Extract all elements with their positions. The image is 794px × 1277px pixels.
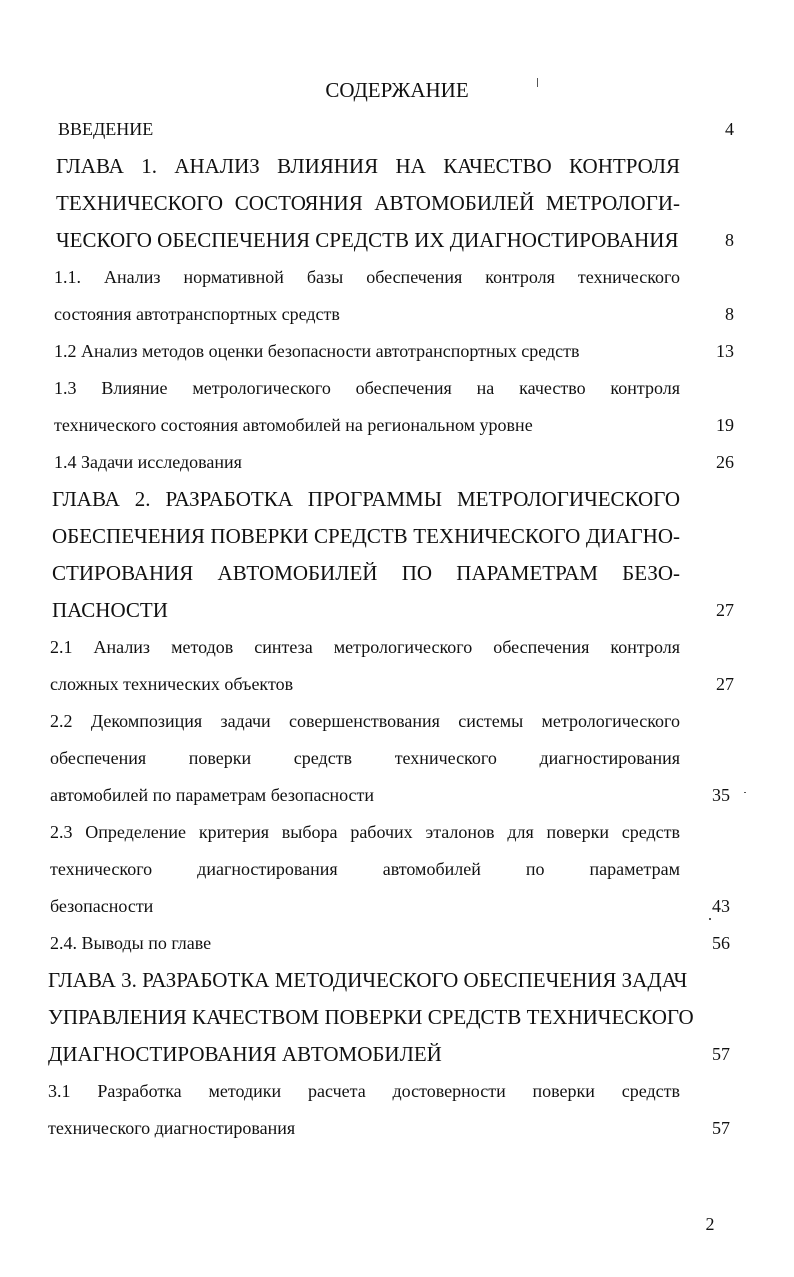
toc-page: 8 — [725, 304, 734, 324]
toc-line: ТЕХНИЧЕСКОГО СОСТОЯНИЯ АВТОМОБИЛЕЙ МЕТРОЛОГИ- — [56, 191, 680, 215]
toc-text: ДИАГНОСТИРОВАНИЯ АВТОМОБИЛЕЙ — [48, 1042, 442, 1066]
toc-page: 57 — [712, 1118, 730, 1138]
toc-text: сложных технических объектов — [50, 674, 294, 694]
toc-entry-chapter-2 — [46, 481, 736, 629]
toc-line — [46, 1036, 736, 1073]
toc-text: ПАСНОСТИ — [52, 598, 168, 622]
toc-entry-2-3 — [46, 814, 736, 925]
toc-line: 3.1 Разработка методики расчета достоверности поверки средств — [48, 1081, 680, 1101]
toc-entry-2-2 — [46, 703, 736, 814]
toc-text: технического состояния автомобилей на региональном уровне — [54, 415, 533, 435]
toc-entry-1-3 — [46, 370, 736, 444]
toc-page: 8 — [725, 230, 734, 250]
toc-text: 2.4. Выводы по главе — [50, 933, 212, 953]
toc-entry-chapter-1 — [46, 148, 736, 259]
toc-line — [46, 925, 736, 962]
toc-line — [46, 888, 736, 925]
toc-line: СТИРОВАНИЯ АВТОМОБИЛЕЙ ПО ПАРАМЕТРАМ БЕЗО- — [52, 561, 680, 585]
toc-line — [46, 333, 736, 370]
toc-line: ОБЕСПЕЧЕНИЯ ПОВЕРКИ СРЕДСТВ ТЕХНИЧЕСКОГО ДИАГНО- — [52, 524, 680, 548]
scan-speck — [744, 792, 746, 793]
toc-entry-chapter-3 — [46, 962, 736, 1073]
toc-line: ГЛАВА 2. РАЗРАБОТКА ПРОГРАММЫ МЕТРОЛОГИЧЕСКОГО — [52, 487, 680, 511]
toc-entry-1-4 — [46, 444, 736, 481]
toc-entry-2-1 — [46, 629, 736, 703]
toc-entry-3-1 — [46, 1073, 736, 1147]
toc-line — [46, 222, 736, 259]
page-title: СОДЕРЖАНИЕ — [325, 78, 469, 102]
toc-line: ГЛАВА 1. АНАЛИЗ ВЛИЯНИЯ НА КАЧЕСТВО КОНТРОЛЯ — [56, 154, 680, 178]
toc-page: 27 — [716, 600, 734, 620]
toc-line: 2.2 Декомпозиция задачи совершенствования системы метрологического — [50, 711, 680, 731]
toc-entry-1-1 — [46, 259, 736, 333]
toc-text: состояния автотранспортных средств — [54, 304, 340, 324]
toc-entry-1-2 — [46, 333, 736, 370]
toc-text: 1.4 Задачи исследования — [54, 452, 242, 472]
toc-line: 2.3 Определение критерия выбора рабочих эталонов для поверки средств — [50, 822, 680, 842]
toc-line — [46, 1110, 736, 1147]
toc-text: автомобилей по параметрам безопасности — [50, 785, 375, 805]
toc-line — [46, 111, 736, 148]
toc-text: 1.2 Анализ методов оценки безопасности автотранспортных средств — [54, 341, 580, 361]
toc-line — [46, 296, 736, 333]
toc-line: ГЛАВА 3. РАЗРАБОТКА МЕТОДИЧЕСКОГО ОБЕСПЕЧЕНИЯ ЗАДАЧ — [48, 968, 688, 992]
toc-line — [46, 666, 736, 703]
toc-line: 2.1 Анализ методов синтеза метрологического обеспечения контроля — [50, 637, 680, 657]
toc-text: безопасности — [50, 896, 154, 916]
toc-line — [46, 592, 736, 629]
toc-page: 27 — [716, 674, 734, 694]
toc-line: обеспечения поверки средств технического диагностирования — [50, 748, 680, 768]
scan-speck — [709, 918, 711, 920]
toc-page: 35 — [712, 785, 730, 805]
toc-line — [46, 444, 736, 481]
toc-line: технического диагностирования автомобилей по параметрам — [50, 859, 680, 879]
toc-page: 43 — [712, 896, 730, 916]
toc-text: ВВЕДЕНИЕ — [58, 119, 154, 139]
toc-line: 1.1. Анализ нормативной базы обеспечения контроля технического — [54, 267, 680, 287]
toc-line: УПРАВЛЕНИЯ КАЧЕСТВОМ ПОВЕРКИ СРЕДСТВ ТЕХНИЧЕСКОГО — [48, 1005, 694, 1029]
toc-line: 1.3 Влияние метрологического обеспечения на качество контроля — [54, 378, 680, 398]
toc-line — [46, 407, 736, 444]
toc-page: 13 — [716, 341, 734, 361]
toc-line — [46, 777, 736, 814]
toc-entry-intro — [46, 111, 736, 148]
page-number: 2 — [705, 1214, 715, 1234]
toc-page: 56 — [712, 933, 730, 953]
toc-page: 19 — [716, 415, 734, 435]
toc-entry-2-4 — [46, 925, 736, 962]
toc-page: 57 — [712, 1044, 730, 1064]
scan-speck — [537, 78, 538, 87]
toc-page: 4 — [725, 119, 734, 139]
toc-page: 26 — [716, 452, 734, 472]
toc-text: технического диагностирования — [48, 1118, 296, 1138]
toc-text: ЧЕСКОГО ОБЕСПЕЧЕНИЯ СРЕДСТВ ИХ ДИАГНОСТИРОВАНИЯ — [56, 228, 679, 252]
